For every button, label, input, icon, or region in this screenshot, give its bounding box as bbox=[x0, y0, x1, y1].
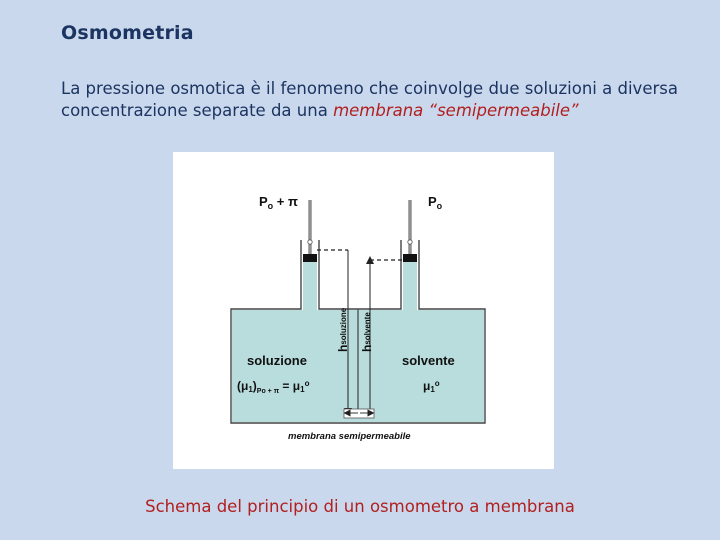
right-pressure-label: $P_o$ bbox=[428, 194, 443, 211]
right-rod-pin bbox=[408, 240, 412, 244]
h-solution-label: hsoluzione bbox=[336, 307, 350, 352]
slide-title: Osmometria bbox=[61, 22, 194, 44]
left-rod-pin bbox=[308, 240, 312, 244]
mu-left-equation: $(\mu 1)_{Po + \pi} = \mu 1^o$ bbox=[237, 379, 310, 395]
h-solvent-label: hsolvente bbox=[360, 312, 374, 352]
left-piston bbox=[303, 254, 317, 262]
right-piston bbox=[403, 254, 417, 262]
mu-right-equation: μ1$^o$ bbox=[423, 379, 440, 394]
figure-caption: Schema del principio di un osmometro a membrana bbox=[145, 497, 575, 516]
intro-text: La pressione osmotica è il fenomeno che coinvolge due soluzioni a diversa concentrazione separate da una bbox=[61, 79, 678, 120]
solvent-chamber-label: solvente bbox=[402, 353, 455, 368]
membrane-bottom-mark bbox=[344, 409, 374, 418]
osmometer-diagram bbox=[173, 152, 554, 469]
solution-chamber-label: soluzione bbox=[247, 353, 307, 368]
osmometer-figure bbox=[173, 152, 554, 469]
left-pressure-label: $P_o + \pi$ bbox=[259, 194, 298, 211]
intro-paragraph bbox=[61, 78, 691, 122]
intro-highlight: membrana “semipermeabile” bbox=[333, 101, 579, 120]
membrane-label: membrana semipermeabile bbox=[288, 431, 411, 442]
